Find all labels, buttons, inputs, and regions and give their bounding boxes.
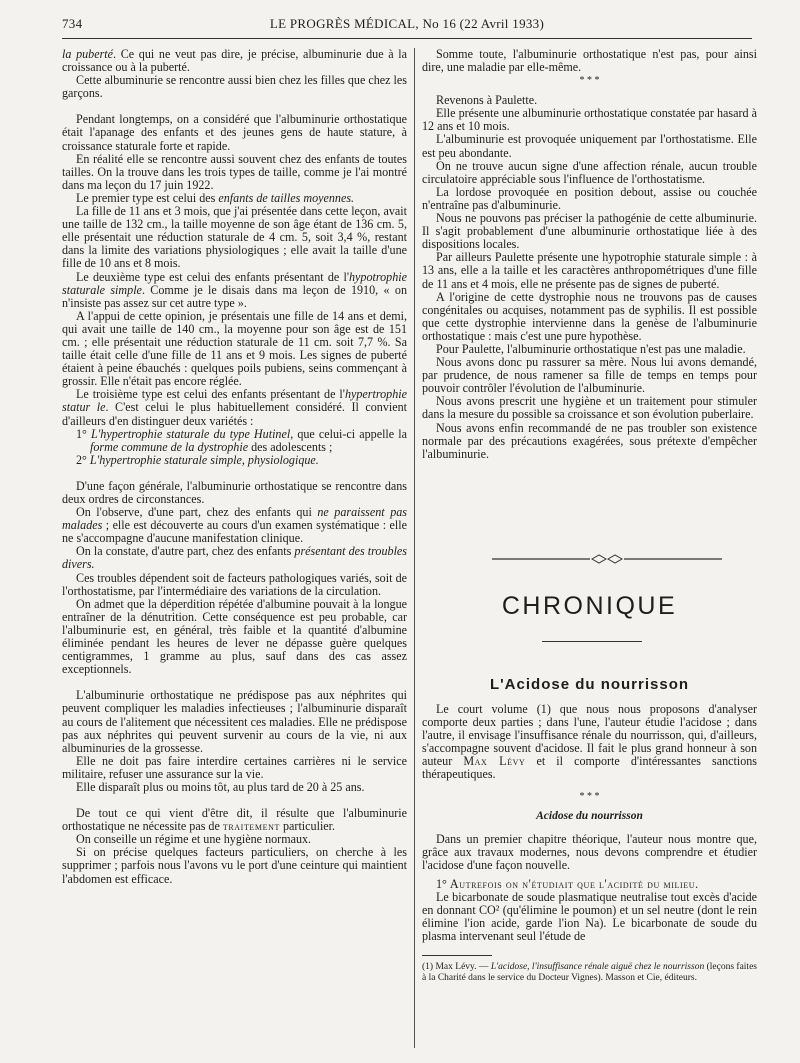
paragraph: Elle ne doit pas faire interdire certaines carrières ni le service militaire, refuser une assurance sur la vie. <box>62 753 407 781</box>
page-number: 734 <box>62 16 83 31</box>
text: . Comme je le disais dans ma leçon de 1910, « on n'insiste pas assez sur cet autre type ». <box>62 282 407 310</box>
paragraph: Nous avons prescrit une hygiène et un traitement pour stimuler dans la mesure du possible sa croissance et son évolution puberlaire. <box>422 394 757 422</box>
list-item <box>62 428 407 454</box>
paragraph: On ne trouve aucun signe d'une affection rénale, aucun trouble circulatoire appréciable sous l'influence de l'orthostatisme. <box>422 158 757 186</box>
text: Le court volume (1) que nous nous proposons d'analyser comporte deux parties ; dans l'une, l'auteur étudie l'acidose ; dans l'autre, il envisage l'insuffisance rénale du nourrisson, qui, d'ailleurs, s'accompagne souvent d'acidose. Il fait le plus grand honneur à son auteur <box>422 702 757 769</box>
page-header <box>62 16 752 38</box>
paragraph: La lordose provoquée en position debout, assise ou couchée n'entraîne pas d'albuminurie. <box>422 184 757 212</box>
paragraph <box>62 807 407 833</box>
paragraph: Si on précise quelques facteurs particuliers, on cherche à les supprimer ; parfois nous l'avons vu le port d'une ceinture qui maintient l'abdomen est efficace. <box>62 845 407 886</box>
paragraph: D'une façon générale, l'albuminurie orthostatique se rencontre dans deux ordres de circonstances. <box>62 478 407 506</box>
heading-rule <box>542 641 642 642</box>
paragraph: Dans un premier chapitre théorique, l'auteur nous montre que, grâce aux travaux modernes, nous devons comprendre et étudier l'acidose d'une façon nouvelle. <box>422 831 757 872</box>
running-title: LE PROGRÈS MÉDICAL, No 16 (22 Avril 1933) <box>269 16 545 31</box>
paragraph: Cette albuminurie se rencontre aussi bien chez les filles que chez les garçons. <box>62 73 407 101</box>
author-name: Max Lévy <box>463 754 526 769</box>
text: ; elle est découverte au cours d'un examen systématique : elle ne s'accompagne d'aucune manifestation clinique. <box>62 518 407 546</box>
paragraph: Par ailleurs Paulette présente une hypotrophie staturale simple : à 13 ans, elle a la taille et les caractères anthropométriques d'une fille de 11 ans et 4 mois, elle ne présente pas de signes de puberté. <box>422 250 757 291</box>
paragraph <box>62 388 407 427</box>
paragraph <box>62 545 407 571</box>
paragraph: Nous avons enfin recommandé de ne pas troubler son existence normale par des précautions exagérées, sous prétexte d'empêcher l'albuminurie. <box>422 420 757 461</box>
text: . Ce qui ne veut pas dire, je précise, albuminurie due à la croissance ou à la puberté. <box>62 47 407 75</box>
paragraph: Somme toute, l'albuminurie orthostatique n'est pas, pour ainsi dire, une maladie par elle-même. <box>422 47 757 75</box>
paragraph: Elle disparaît plus ou moins tôt, au plus tard de 20 à 25 ans. <box>76 779 365 794</box>
italic-text: enfants de tailles moyennes. <box>218 190 355 205</box>
italic-text: hypotrophie staturale simple <box>62 269 407 297</box>
text: des adolescents ; <box>248 439 333 454</box>
paragraph: Pendant longtemps, on a considéré que l'albuminurie orthostatique était l'apanage des enfants et des jeunes gens de haute stature, à croissance staturale forte et rapide. <box>62 112 407 153</box>
paragraph: Revenons à Paulette. <box>436 93 538 108</box>
text: 2° <box>76 452 90 467</box>
ornamental-divider <box>492 552 722 566</box>
paragraph: L'albuminurie est provoquée uniquement par l'orthostatisme. Elle est peu abondante. <box>422 132 757 160</box>
text: Le troisième type est celui des enfants présentant de l' <box>76 387 345 402</box>
italic-text: L'acidose, l'insuffisance rénale aiguë chez le nourrisson <box>490 962 705 973</box>
text: 1° <box>76 426 91 441</box>
small-caps-text: traitement <box>222 819 280 834</box>
paragraph: Le bicarbonate de soude plasmatique neutralise tout excès d'acide en donnant CO² (qu'élimine le poumon) et un sel neutre (dont le rein élimine l'ion acide, garde l'ion Na). Le bicarbonate de soude du plasma intervenant seul l'étude de <box>422 890 757 944</box>
paragraph: Elle présente une albuminurie orthostatique constatée par hasard à 12 ans et 10 mois. <box>422 106 757 134</box>
italic-text: forme commune de la dystrophie <box>90 439 249 454</box>
paragraph: On conseille un régime et une hygiène normaux. <box>76 832 312 847</box>
text: De tout ce qui vient d'être dit, il résulte que l'albuminurie orthostatique ne nécessite pas de <box>62 806 407 834</box>
chronique-body <box>422 703 757 983</box>
paragraph: En réalité elle se rencontre aussi souvent chez des enfants de toutes tailles. On la trouve dans les trois types de taille, comme je l'ai montré dans ma leçon du 17 juin 1922. <box>62 151 407 192</box>
text: et il comporte d'intéressantes sanctions thérapeutiques. <box>422 754 758 782</box>
italic-text: ne paraissent pas malades <box>62 505 407 533</box>
paragraph <box>422 703 757 782</box>
text: (leçons faites à la Charité dans le service du Docteur Vignes). Masson et Cie, éditeurs. <box>422 962 757 983</box>
text: Le premier type est celui des <box>76 190 219 205</box>
right-column <box>422 48 757 461</box>
paragraph: A l'origine de cette dystrophie nous ne trouvons pas de causes congénitales ou acquises, notamment pas de syphilis. Il est possible que cette dystrophie intervienne dans la genèse de l'albuminurie orthostatique : mais c'est une pure hypothèse. <box>422 289 757 343</box>
footnote-rule <box>422 955 492 956</box>
paragraph: L'albuminurie orthostatique ne prédispose pas aux néphrites qui peuvent compliquer les maladies infectieuses ; l'albuminurie disparaît au cours de l'alitement que nécessitent ces maladies. Elle ne prédispose pas aux néphrites qui peuvent survenir au cours de la vie, ni aux albuminuries de la grossesse. <box>62 688 407 755</box>
subsection-title: Acidose du nourrisson <box>536 809 643 822</box>
text: particulier. <box>279 819 336 834</box>
text: 1° <box>436 876 450 891</box>
column-divider <box>414 48 415 1048</box>
paragraph: Nous ne pouvons pas préciser la pathogénie de cette albuminurie. Il s'agit probablement d'une albuminurie orthostatique liée à des dispositions locales. <box>422 211 757 252</box>
paragraph <box>62 48 407 74</box>
text: Le deuxième type est celui des enfants présentant de l' <box>76 269 349 284</box>
article-title: L'Acidose du nourrisson <box>489 676 690 693</box>
left-column <box>62 48 407 886</box>
paragraph <box>62 271 407 310</box>
text: (1) Max Lévy. — <box>422 962 491 973</box>
small-caps-text: Autrefois on n'étudiait que l'acidité du milieu. <box>449 876 699 891</box>
paragraph: Pour Paulette, l'albuminurie orthostatique n'est pas une maladie. <box>436 341 746 356</box>
paragraph: La fille de 11 ans et 3 mois, que j'ai présentée dans cette leçon, avait une taille de 132 cm., la taille moyenne de son âge étant de 136 cm. 5, elle présentait une réduction staturale de 4 cm. 5, soit 3,4 %, restant dans la limite des variations physiologiques ; elle avait la taille d'une fille de 10 ans et 8 mois. <box>62 204 407 271</box>
italic-text: présentant des troubles divers. <box>62 544 408 572</box>
header-rule <box>62 38 752 39</box>
italic-text: la puberté <box>62 47 114 61</box>
section-stars: * * * <box>579 790 600 802</box>
text: On l'observe, d'une part, chez des enfants qui <box>76 505 318 520</box>
section-heading: CHRONIQUE <box>501 592 678 620</box>
italic-text: hypertrophie statur le <box>62 387 407 415</box>
footnote <box>422 962 757 983</box>
italic-text: L'hypertrophie staturale simple, physiologique. <box>89 452 319 467</box>
text: On la constate, d'autre part, chez des enfants <box>76 544 295 559</box>
paragraph: Nous avons donc pu rassurer sa mère. Nous lui avons demandé, par prudence, de nous ramener sa fille de temps en temps pour pouvoir contrôler l'évolution de l'albuminurie. <box>422 355 757 396</box>
paragraph <box>62 506 407 545</box>
paragraph: A l'appui de cette opinion, je présentais une fille de 14 ans et demi, qui avait une taille de 140 cm., la moyenne pour son âge est de 151 cm. ; elle présentait une réduction staturale de 11 cm. soit 7,7 %. Sa taille était celle d'une fille de 11 ans et 9 mois. Les signes de puberté étaient à peine ébauchés : quelques poils pubiens, seins commençant à grossir. Elle n'était pas encore réglée. <box>62 308 407 389</box>
italic-text: L'hypertrophie staturale du type Hutinel <box>90 426 291 441</box>
paragraph: On admet que la déperdition répétée d'albumine pouvait à la longue entraîner de la dénutrition. Cette conséquence est peu probable, car l'albuminurie est, en général, très faible et la quantité d'albumine éliminée pendant les heures de lever ne dépasse guère quelques centigrammes, 1 gramme au plus, sauf dans des cas assez exceptionnels. <box>62 596 407 677</box>
section-stars: * * * <box>579 75 600 87</box>
list-item <box>62 454 407 467</box>
paragraph: Ces troubles dépendent soit de facteurs pathologiques variés, soit de l'orthostatisme, par l'intermédiaire des variations de la circulation. <box>62 570 407 598</box>
text: , que celui-ci appelle la <box>290 426 407 441</box>
text: . C'est celui le plus habituellement considéré. Il convient d'ailleurs d'en distinguer deux variétés : <box>62 400 407 428</box>
